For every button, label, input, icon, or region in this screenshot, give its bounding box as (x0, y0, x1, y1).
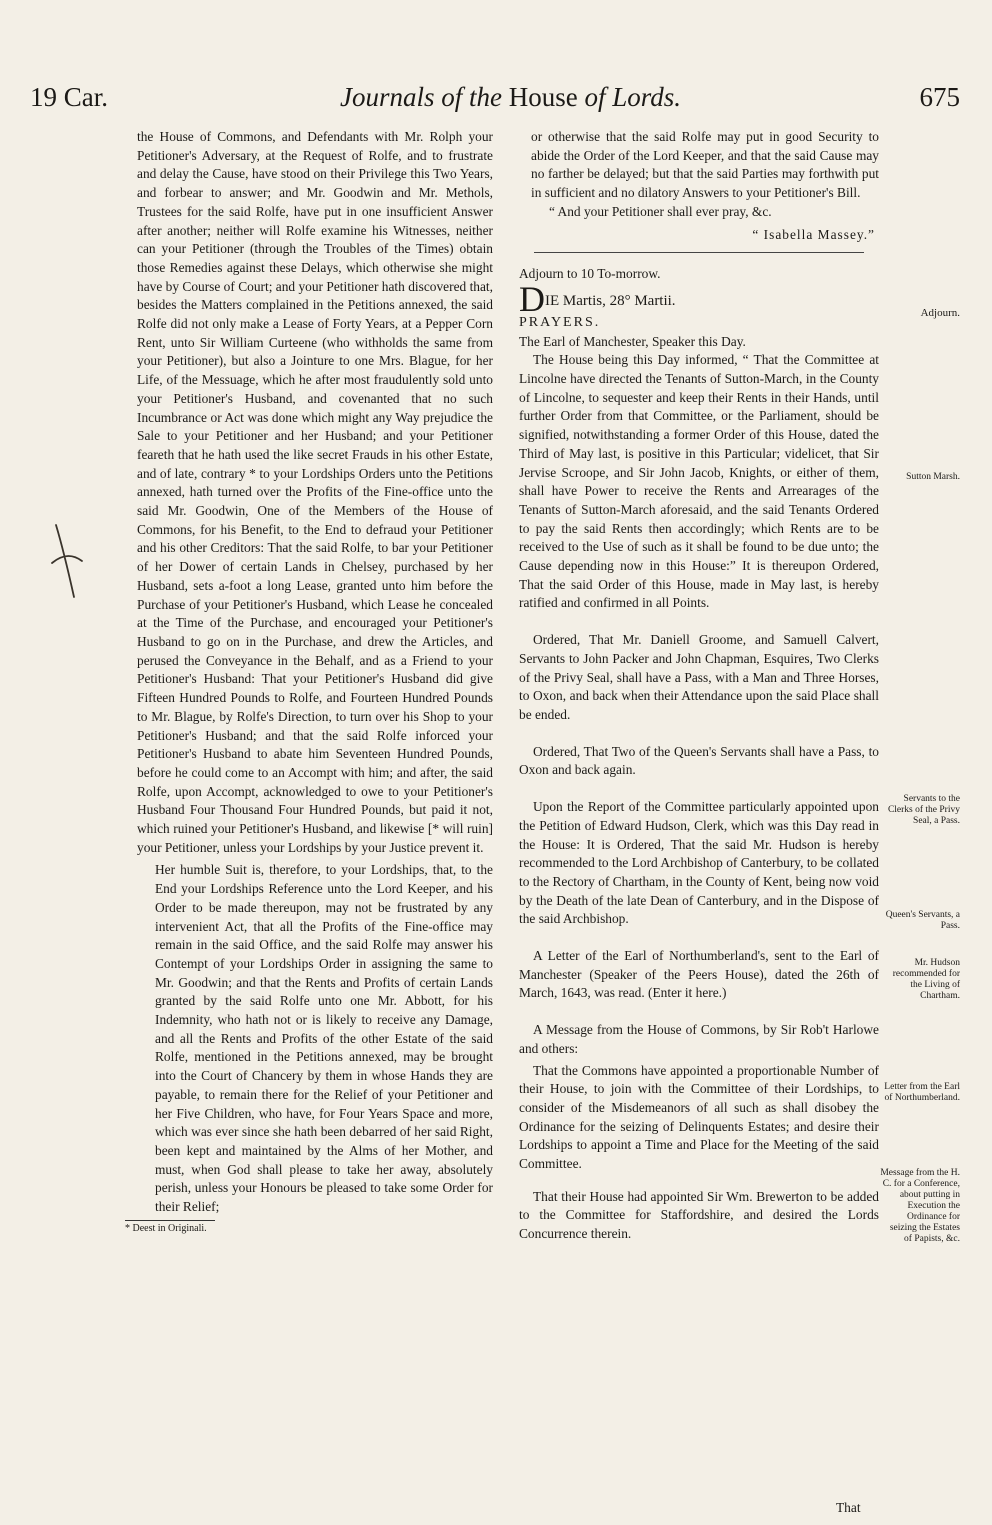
running-title (340, 82, 681, 113)
left-column (125, 128, 493, 1235)
message-entry: A Message from the House of Commons, by Sir Rob't Harlowe and others: (519, 1022, 879, 1056)
margin-note-message: Message from the H. C. for a Conference, about putting in Execution the Ordinance for seizing the Estates of Papists, &c. (880, 1168, 960, 1244)
drop-cap: D (519, 278, 545, 319)
margin-note-queen: Queen's Servants, a Pass. (885, 910, 960, 931)
petition-continuation: or otherwise that the said Rolfe may put in good Security to abide the Order of the Lord Keeper, and that the said Cause may no farther be delayed; but that the said Parties may forthwith put in sufficient and no dilatory Answers to your Petitioner's Bill. (531, 129, 879, 201)
prayers-heading: PRAYERS. (519, 314, 601, 330)
regnal-year: 19 Car. (30, 82, 108, 112)
queen-servants-entry: Ordered, That Two of the Queen's Servants shall have a Pass, to Oxon and back again. (519, 743, 879, 778)
margin-note-servants: Servants to the Clerks of the Privy Seal, a Pass. (887, 794, 960, 826)
margin-note-sutton: Sutton Marsh. (906, 472, 960, 482)
pray-line: “ And your Petitioner shall ever pray, &c. (549, 203, 772, 219)
page-header (30, 82, 960, 122)
title-part: Journals of the (340, 82, 509, 112)
commons-entry: That the Commons have appointed a proportionable Number of their House, to join with the Committee of their Lordships, to consider of the Misdemeanors of all such as shall disobey the Ordinance for the seizing of Delinquents Estates; and desire their Lordships to appoint a Time and Place for the Meeting of the said Committee. (519, 1062, 879, 1172)
margin-note-letter: Letter from the Earl of Northumberland. (884, 1082, 960, 1103)
right-column (519, 128, 879, 1258)
margin-note-hudson: Mr. Hudson recommended for the Living of Chartham. (892, 958, 960, 1001)
margin-note-adjourn: Adjourn. (920, 307, 960, 319)
adjourn-line: Adjourn to 10 To-morrow. (519, 266, 661, 282)
day-heading (519, 278, 879, 319)
section-rule (534, 252, 864, 253)
footnote-rule (125, 1220, 215, 1221)
signature: “ Isabella Massey.” (752, 226, 875, 242)
day-date: IE Martis, 28° Martii. (545, 292, 676, 309)
speaker-line: The Earl of Manchester, Speaker this Day. (519, 333, 746, 349)
servants-pass-entry: Ordered, That Mr. Daniell Groome, and Samuell Calvert, Servants to John Packer and John Chapman, Esquires, Two Clerks of the Privy Seal, shall have a Pass, with a Man and Three Horses, to Oxon, and back when their Attendance upon the said Place shall be ended. (519, 632, 879, 722)
petition-text: the House of Commons, and Defendants with Mr. Rolph your Petitioner's Adversary, at the Request of Rolfe, and to frustrate and delay the Cause, have stood on their Privilege this Two Years, and forbear to answer; and Mr. Goodwin and Mr. Methols, Trustees for the said Rolfe, have put in one insufficient Answer after another; neither will Rolfe examine his Witnesses, neither can your Petitioner (through the Troubles of the Times) obtain those Remedies against these Delays, which otherwise she might have by Course of Court; and your Petitioner hath discovered that, besides the Matters complained in the Petitions annexed, the said Rolfe did not only make a Lease of Forty Years, at a Pepper Corn Rent, unto Sir William Curteene (who withholds the same from your Petitioner), but also a Jointure to one Mrs. Blague, for her Life, of the Messuage, which he after most fraudulently sold unto your Petitioner's Husband, and covenanted that no such Incumbrance or Act was done which might any Way prejudice the Sale to your Petitioner and her Husband; and your Petitioner feareth that he hath used the like secret Frauds in his other Estate, and of late, contrary * to your Lordships Orders unto the Petitions annexed, hath turned over the Profits of the Fine-office unto the said Mr. Goodwin, One of the Members of the House of Commons, for his Benefit, to the End to defraud your Petitioner and his other Creditors: That the said Rolfe, to bar your Petitioner of her Dower of certain Lands in Chelsey, purchased by her Husband, sets a-foot a long Lease, granted unto him before the Purchase of your Petitioner's Husband, which Lease he concealed at the Time of the Purchase, and encouraged your Petitioner's Husband to go on in the Purchase, and drew the Articles, and perused the Conveyance in the Behalf, and as a Friend to your Petitioner's Husband: That your Petitioner's Husband did give Fifteen Hundred Pounds to Rolfe, and Fourteen Hundred Pounds to Mr. Blague, by Rolfe's Direction, to turn over his Shop to your Petitioner's Husband; and that the said Rolfe inforced your Petitioner's Husband to abate him Seventeen Hundred Pounds, before he could come to an Accompt with him; and after, the said Rolfe, upon Accompt, acknowledged to owe to your Petitioner's Husband Four Thousand Four Hundred Pounds, but paid it not, which ruined your Petitioner's Husband, and likewise [* will ruin] your Petitioner, unless your Lordships by your Justice prevent it. (137, 129, 493, 855)
title-house: House (508, 82, 578, 112)
title-part: of Lords. (577, 82, 682, 112)
footnote: * Deest in Originali. (125, 1222, 207, 1234)
sutton-march-entry: The House being this Day informed, “ That the Committee at Lincolne have directed the Tenants of Sutton-March, in the County of Lincolne, to sequester and keep their Rents in their Hands, until further Order from that Committee, or the Parliament, should be signified, notwithstanding a former Order of this House, dated the Third of May last, is positive in this Particular; videlicet, that Sir Jervise Scroope, and Sir John Jacob, Knights, or either of them, shall have Power to receive the Rents and Arrearages of the Tenants of Sutton-March aforesaid, and the said Tenants Ordered to pay the said Rents then accordingly; which Rents are to be received to the Use of such as it shall be found to be due unto; the Cause depending now in this House:” It is thereupon Ordered, That the said Order of this House, made in May last, is hereby ratified and confirmed in all Points. (519, 352, 879, 611)
page-number: 675 (919, 82, 960, 112)
letter-entry: A Letter of the Earl of Northumberland's, sent to the Earl of Manchester (Speaker of the Peers House), dated the 26th of March, 1643, was read. (Enter it here.) (519, 948, 879, 1001)
catchword: That (836, 1500, 861, 1515)
brewerton-entry: That their House had appointed Sir Wm. Brewerton to be added to the Committee for Staffordshire, and desired the Lords Concurrence therein. (519, 1188, 879, 1242)
suit-paragraph: Her humble Suit is, therefore, to your Lordships, that, to the End your Lordships Reference unto the Lord Keeper, and his Order to be made thereupon, may not be frustrated by any intervenient Act, that all the Profits of the Fine-office may remain in the said Office, and the said Rolfe may answer his Contempt of your Lordships Order in assigning the same to Mr. Goodwin; and that the Rents and Profits of certain Lands granted by the said Rolfe unto one Mr. Abbott, for his Indemnity, who hath not or is likely to receive any Damage, and all the Rents and Profits of the other Estate of the said Rolfe, mentioned in the Petitions annexed, may be brought into the Court of Chancery by them in whose Hands they are payable, to remain there for the Relief of your Petitioner and her Five Children, who have, for Four Years Space and more, which was ever since she hath been debarred of her said Right, been kept and maintained by the Alms of her Mother, and must, when God shall please to take her away, absolutely perish, unless your Honours be pleased to take some Order for their Relief; (155, 862, 493, 1215)
hudson-entry: Upon the Report of the Committee particularly appointed upon the Petition of Edward Hudson, Clerk, which was this Day read in the House: It is Ordered, That the said Mr. Hudson is hereby recommended to the Lord Archbishop of Canterbury, to be collated to the Rectory of Chartham, in the County of Kent, being now void by the Death of the late Dean of Canterbury, and in the Dispose of the said Archbishop. (519, 799, 879, 927)
handwritten-mark (48, 515, 88, 605)
